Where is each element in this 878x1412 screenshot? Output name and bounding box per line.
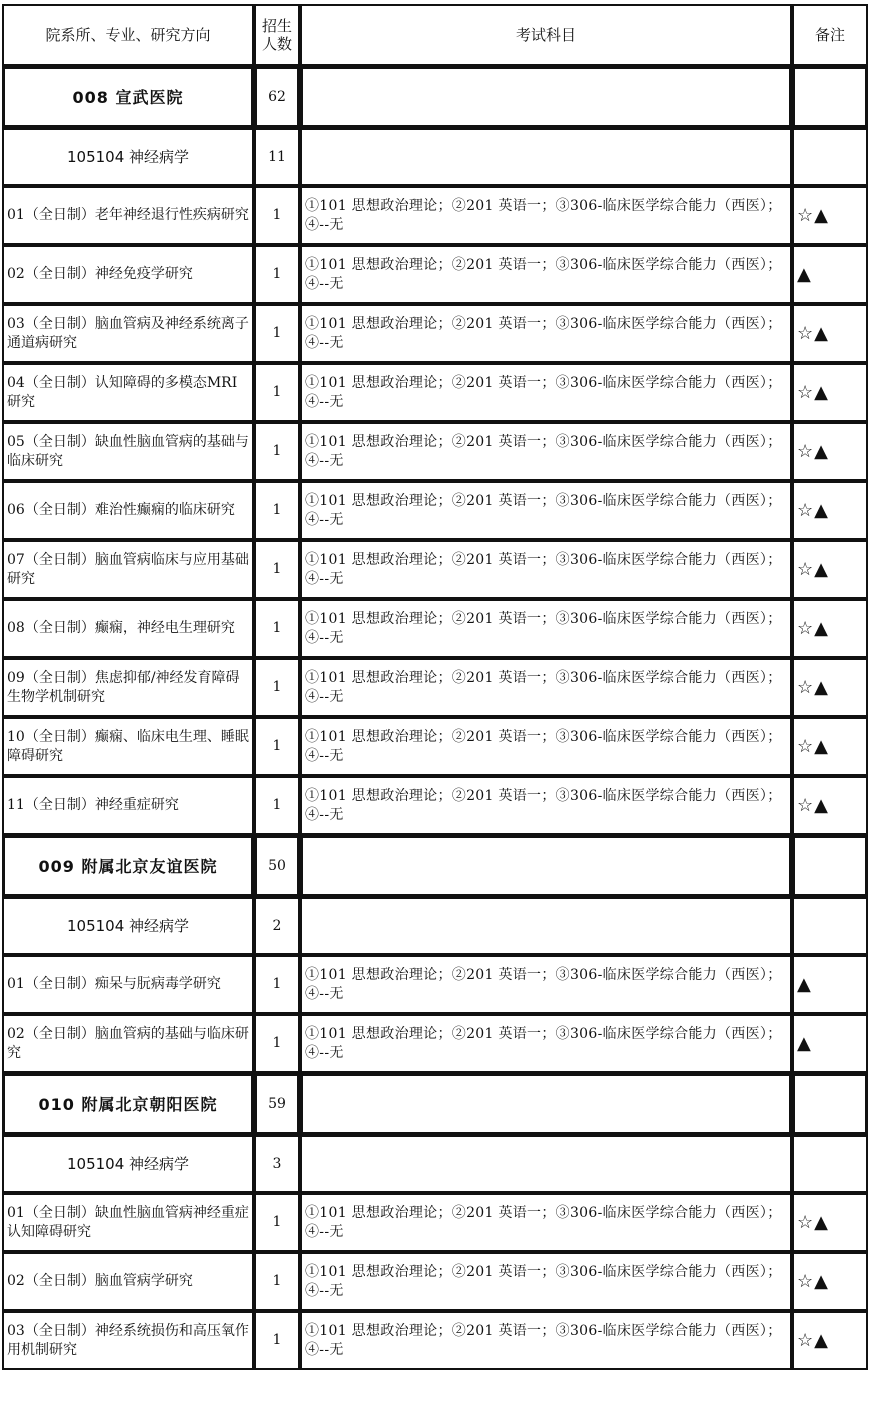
- table-row: [2, 1014, 868, 1073]
- table-body: [2, 66, 868, 1370]
- table-row: [2, 481, 868, 540]
- major-row: [2, 897, 868, 955]
- table-row: [2, 658, 868, 717]
- notes-cell: [792, 835, 868, 897]
- header-row: [2, 4, 868, 66]
- quota-cell: 1: [254, 776, 300, 835]
- subjects-cell: ①101 思想政治理论；②201 英语一；③306-临床医学综合能力（西医）；④--无: [300, 481, 792, 540]
- subjects-cell: [300, 66, 792, 128]
- subjects-cell: ①101 思想政治理论；②201 英语一；③306-临床医学综合能力（西医）；④--无: [300, 422, 792, 481]
- direction-cell: 105104 神经病学: [2, 1135, 254, 1193]
- quota-cell: 1: [254, 1014, 300, 1073]
- notes-cell: [792, 66, 868, 128]
- table-row: [2, 1252, 868, 1311]
- notes-cell: ☆▲: [792, 481, 868, 540]
- major-row: [2, 1135, 868, 1193]
- table-row: [2, 245, 868, 304]
- table-row: [2, 1311, 868, 1370]
- table-row: [2, 422, 868, 481]
- subjects-cell: [300, 1135, 792, 1193]
- table-row: [2, 540, 868, 599]
- quota-cell: 50: [254, 835, 300, 897]
- direction-cell: 07（全日制）脑血管病临床与应用基础研究: [2, 540, 254, 599]
- table-row: [2, 599, 868, 658]
- quota-cell: 1: [254, 363, 300, 422]
- subjects-cell: ①101 思想政治理论；②201 英语一；③306-临床医学综合能力（西医）；④--无: [300, 1252, 792, 1311]
- quota-cell: 1: [254, 1252, 300, 1311]
- quota-cell: 11: [254, 128, 300, 186]
- direction-cell: 02（全日制）脑血管病学研究: [2, 1252, 254, 1311]
- notes-cell: ☆▲: [792, 422, 868, 481]
- subjects-cell: ①101 思想政治理论；②201 英语一；③306-临床医学综合能力（西医）；④--无: [300, 955, 792, 1014]
- table-row: [2, 776, 868, 835]
- subjects-cell: ①101 思想政治理论；②201 英语一；③306-临床医学综合能力（西医）；④--无: [300, 599, 792, 658]
- quota-cell: 1: [254, 186, 300, 245]
- quota-cell: 2: [254, 897, 300, 955]
- direction-cell: 01（全日制）痴呆与朊病毒学研究: [2, 955, 254, 1014]
- header-subjects: 考试科目: [300, 4, 792, 66]
- direction-cell: 105104 神经病学: [2, 128, 254, 186]
- table-row: [2, 717, 868, 776]
- direction-cell: 08（全日制）癫痫，神经电生理研究: [2, 599, 254, 658]
- direction-cell: 01（全日制）缺血性脑血管病神经重症认知障碍研究: [2, 1193, 254, 1252]
- quota-cell: 1: [254, 955, 300, 1014]
- subjects-cell: ①101 思想政治理论；②201 英语一；③306-临床医学综合能力（西医）；④--无: [300, 540, 792, 599]
- notes-cell: [792, 897, 868, 955]
- subjects-cell: ①101 思想政治理论；②201 英语一；③306-临床医学综合能力（西医）；④--无: [300, 717, 792, 776]
- header-quota: 招生人数: [254, 4, 300, 66]
- notes-cell: ☆▲: [792, 658, 868, 717]
- subjects-cell: ①101 思想政治理论；②201 英语一；③306-临床医学综合能力（西医）；④--无: [300, 658, 792, 717]
- notes-cell: ☆▲: [792, 1252, 868, 1311]
- direction-cell: 04（全日制）认知障碍的多模态MRI研究: [2, 363, 254, 422]
- notes-cell: ☆▲: [792, 363, 868, 422]
- notes-cell: ☆▲: [792, 540, 868, 599]
- header-direction: 院系所、专业、研究方向: [2, 4, 254, 66]
- direction-cell: 03（全日制）脑血管病及神经系统离子通道病研究: [2, 304, 254, 363]
- direction-cell: 02（全日制）神经免疫学研究: [2, 245, 254, 304]
- table-row: [2, 304, 868, 363]
- subjects-cell: [300, 835, 792, 897]
- direction-cell: 008 宣武医院: [2, 66, 254, 128]
- notes-cell: ☆▲: [792, 599, 868, 658]
- quota-cell: 1: [254, 1311, 300, 1370]
- header-notes: 备注: [792, 4, 868, 66]
- quota-cell: 3: [254, 1135, 300, 1193]
- notes-cell: ☆▲: [792, 776, 868, 835]
- subjects-cell: ①101 思想政治理论；②201 英语一；③306-临床医学综合能力（西医）；④--无: [300, 1014, 792, 1073]
- subjects-cell: [300, 1073, 792, 1135]
- dept-row: [2, 1073, 868, 1135]
- table-row: [2, 363, 868, 422]
- quota-cell: 1: [254, 304, 300, 363]
- quota-cell: 62: [254, 66, 300, 128]
- quota-cell: 1: [254, 422, 300, 481]
- notes-cell: ▲: [792, 955, 868, 1014]
- direction-cell: 06（全日制）难治性癫痫的临床研究: [2, 481, 254, 540]
- subjects-cell: ①101 思想政治理论；②201 英语一；③306-临床医学综合能力（西医）；④--无: [300, 1311, 792, 1370]
- quota-cell: 1: [254, 599, 300, 658]
- direction-cell: 02（全日制）脑血管病的基础与临床研究: [2, 1014, 254, 1073]
- subjects-cell: ①101 思想政治理论；②201 英语一；③306-临床医学综合能力（西医）；④--无: [300, 304, 792, 363]
- dept-row: [2, 835, 868, 897]
- subjects-cell: [300, 128, 792, 186]
- quota-cell: 1: [254, 245, 300, 304]
- notes-cell: ☆▲: [792, 186, 868, 245]
- notes-cell: ☆▲: [792, 304, 868, 363]
- notes-cell: ▲: [792, 1014, 868, 1073]
- subjects-cell: [300, 897, 792, 955]
- quota-cell: 1: [254, 717, 300, 776]
- notes-cell: ▲: [792, 245, 868, 304]
- subjects-cell: ①101 思想政治理论；②201 英语一；③306-临床医学综合能力（西医）；④--无: [300, 186, 792, 245]
- direction-cell: 010 附属北京朝阳医院: [2, 1073, 254, 1135]
- direction-cell: 09（全日制）焦虑抑郁/神经发育障碍生物学机制研究: [2, 658, 254, 717]
- direction-cell: 009 附属北京友谊医院: [2, 835, 254, 897]
- quota-cell: 1: [254, 1193, 300, 1252]
- quota-cell: 1: [254, 658, 300, 717]
- notes-cell: ☆▲: [792, 717, 868, 776]
- dept-row: [2, 66, 868, 128]
- subjects-cell: ①101 思想政治理论；②201 英语一；③306-临床医学综合能力（西医）；④--无: [300, 363, 792, 422]
- table-row: [2, 955, 868, 1014]
- quota-cell: 1: [254, 540, 300, 599]
- table-row: [2, 1193, 868, 1252]
- direction-cell: 10（全日制）癫痫、临床电生理、睡眠障碍研究: [2, 717, 254, 776]
- major-row: [2, 128, 868, 186]
- admissions-table: [2, 4, 868, 1370]
- table-row: [2, 186, 868, 245]
- subjects-cell: ①101 思想政治理论；②201 英语一；③306-临床医学综合能力（西医）；④--无: [300, 776, 792, 835]
- direction-cell: 01（全日制）老年神经退行性疾病研究: [2, 186, 254, 245]
- quota-cell: 1: [254, 481, 300, 540]
- direction-cell: 05（全日制）缺血性脑血管病的基础与临床研究: [2, 422, 254, 481]
- quota-cell: 59: [254, 1073, 300, 1135]
- direction-cell: 03（全日制）神经系统损伤和高压氧作用机制研究: [2, 1311, 254, 1370]
- notes-cell: [792, 1135, 868, 1193]
- notes-cell: ☆▲: [792, 1193, 868, 1252]
- subjects-cell: ①101 思想政治理论；②201 英语一；③306-临床医学综合能力（西医）；④--无: [300, 245, 792, 304]
- notes-cell: ☆▲: [792, 1311, 868, 1370]
- direction-cell: 11（全日制）神经重症研究: [2, 776, 254, 835]
- notes-cell: [792, 1073, 868, 1135]
- subjects-cell: ①101 思想政治理论；②201 英语一；③306-临床医学综合能力（西医）；④--无: [300, 1193, 792, 1252]
- notes-cell: [792, 128, 868, 186]
- direction-cell: 105104 神经病学: [2, 897, 254, 955]
